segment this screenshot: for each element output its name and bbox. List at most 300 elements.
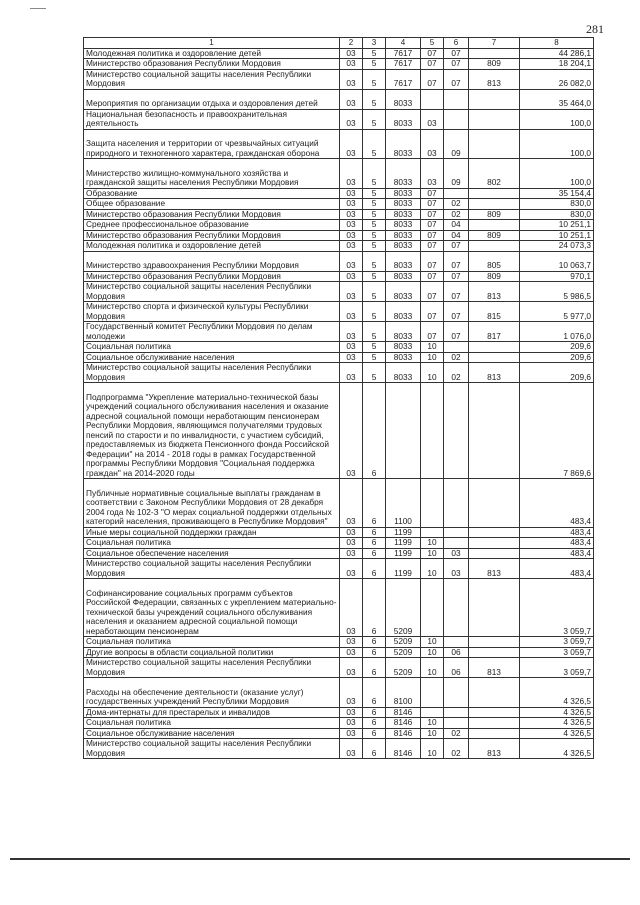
- code-cell: 07: [444, 69, 469, 89]
- code-cell: [469, 129, 520, 159]
- code-cell: [444, 707, 469, 718]
- column-header-row: [84, 38, 594, 49]
- code-cell: 10: [421, 739, 444, 759]
- code-cell: 5: [363, 129, 386, 159]
- code-cell: 04: [444, 230, 469, 241]
- amount-cell: 10 063,7: [520, 251, 594, 271]
- row-name: Среднее профессиональное образование: [84, 220, 340, 231]
- code-cell: [469, 109, 520, 129]
- code-cell: 04: [444, 220, 469, 231]
- row-name: Министерство спорта и физической культуры Республики Мордовия: [84, 302, 340, 322]
- code-cell: 07: [421, 230, 444, 241]
- code-cell: 03: [340, 342, 363, 353]
- code-cell: [469, 637, 520, 648]
- code-cell: 07: [421, 69, 444, 89]
- code-cell: 03: [340, 647, 363, 658]
- code-cell: 07: [444, 251, 469, 271]
- code-cell: 6: [363, 559, 386, 579]
- code-cell: 7617: [386, 59, 421, 70]
- code-cell: 802: [469, 159, 520, 189]
- code-cell: 8100: [386, 678, 421, 708]
- code-cell: 07: [444, 302, 469, 322]
- code-cell: [469, 383, 520, 479]
- row-name: Национальная безопасность и правоохранительная деятельность: [84, 109, 340, 129]
- code-cell: 7617: [386, 69, 421, 89]
- code-cell: 6: [363, 479, 386, 528]
- row-name: Защита населения и территории от чрезвычайных ситуаций природного и техногенного характера, гражданская оборона: [84, 129, 340, 159]
- code-cell: 09: [444, 129, 469, 159]
- row-name: Министерство образования Республики Мордовия: [84, 59, 340, 70]
- code-cell: 03: [340, 363, 363, 383]
- column-header: 8: [520, 38, 594, 49]
- row-name: Дома-интернаты для престарелых и инвалидов: [84, 707, 340, 718]
- code-cell: 5: [363, 342, 386, 353]
- row-name: Мероприятия по организации отдыха и оздоровления детей: [84, 89, 340, 109]
- amount-cell: 35 464,0: [520, 89, 594, 109]
- code-cell: 02: [444, 352, 469, 363]
- row-name: Образование: [84, 188, 340, 199]
- row-name: Молодежная политика и оздоровление детей: [84, 241, 340, 252]
- amount-cell: 483,4: [520, 538, 594, 549]
- code-cell: 03: [340, 579, 363, 637]
- amount-cell: 483,4: [520, 479, 594, 528]
- code-cell: 6: [363, 527, 386, 538]
- code-cell: 813: [469, 363, 520, 383]
- table-row: [84, 129, 594, 159]
- code-cell: 6: [363, 548, 386, 559]
- code-cell: 6: [363, 538, 386, 549]
- table-row: [84, 579, 594, 637]
- code-cell: [469, 220, 520, 231]
- code-cell: [469, 728, 520, 739]
- amount-cell: 44 286,1: [520, 48, 594, 59]
- code-cell: 6: [363, 658, 386, 678]
- table-row: [84, 220, 594, 231]
- row-name: Софинансирование социальных программ субъектов Российской Федерации, связанных с укреплением материально-технической базы учреждений социального обслуживания населения и оказанием адресной социальной помощи неработающим пенсионерам: [84, 579, 340, 637]
- row-name: Социальное обслуживание населения: [84, 352, 340, 363]
- amount-cell: 5 986,5: [520, 282, 594, 302]
- code-cell: 6: [363, 678, 386, 708]
- code-cell: 02: [444, 209, 469, 220]
- code-cell: [444, 479, 469, 528]
- code-cell: 03: [340, 479, 363, 528]
- row-name: Социальная политика: [84, 342, 340, 353]
- code-cell: [421, 707, 444, 718]
- code-cell: 5: [363, 230, 386, 241]
- row-name: Государственный комитет Республики Мордовия по делам молодежи: [84, 322, 340, 342]
- code-cell: 07: [444, 59, 469, 70]
- code-cell: 813: [469, 739, 520, 759]
- code-cell: 1199: [386, 548, 421, 559]
- code-cell: [469, 89, 520, 109]
- code-cell: 07: [421, 302, 444, 322]
- amount-cell: 35 154,4: [520, 188, 594, 199]
- table-row: [84, 678, 594, 708]
- code-cell: 8033: [386, 129, 421, 159]
- code-cell: 1199: [386, 559, 421, 579]
- code-cell: 8146: [386, 707, 421, 718]
- table-row: [84, 383, 594, 479]
- code-cell: 8033: [386, 230, 421, 241]
- code-cell: 813: [469, 658, 520, 678]
- code-cell: 07: [421, 209, 444, 220]
- code-cell: 07: [421, 48, 444, 59]
- code-cell: 8033: [386, 199, 421, 210]
- code-cell: 07: [421, 241, 444, 252]
- code-cell: 5: [363, 69, 386, 89]
- code-cell: 03: [340, 48, 363, 59]
- amount-cell: 10 251,1: [520, 220, 594, 231]
- code-cell: [421, 678, 444, 708]
- amount-cell: 10 251,1: [520, 230, 594, 241]
- code-cell: 07: [421, 282, 444, 302]
- code-cell: 8033: [386, 352, 421, 363]
- code-cell: 5209: [386, 658, 421, 678]
- code-cell: 8033: [386, 271, 421, 282]
- table-row: [84, 302, 594, 322]
- code-cell: 03: [340, 209, 363, 220]
- row-name: Социальная политика: [84, 538, 340, 549]
- amount-cell: 209,6: [520, 342, 594, 353]
- code-cell: 5: [363, 159, 386, 189]
- code-cell: 8033: [386, 342, 421, 353]
- code-cell: 10: [421, 352, 444, 363]
- code-cell: 07: [421, 251, 444, 271]
- row-name: Министерство образования Республики Мордовия: [84, 230, 340, 241]
- code-cell: [469, 718, 520, 729]
- code-cell: 5: [363, 59, 386, 70]
- code-cell: 03: [340, 271, 363, 282]
- code-cell: 03: [340, 383, 363, 479]
- row-name: Министерство образования Республики Мордовия: [84, 209, 340, 220]
- code-cell: 5: [363, 220, 386, 231]
- row-name: Подпрограмма "Укрепление материально-технической базы учреждений социального обслуживания населения и оказание адресной социальной помощи неработающим пенсионерам Республики Мордовия, являющимся получателями трудовых пенсий по старости и по инвалидности, с участием субсидий, предоставляемых из бюджета Пенсионного фонда Российской Федерации" на 2014 - 2018 годы в рамках Государственной программы Республики Мордовия "Социальная поддержка граждан" на 2014-2020 годы: [84, 383, 340, 479]
- code-cell: 07: [421, 59, 444, 70]
- code-cell: 03: [340, 559, 363, 579]
- code-cell: 5209: [386, 647, 421, 658]
- code-cell: 03: [340, 739, 363, 759]
- code-cell: 03: [340, 637, 363, 648]
- code-cell: [421, 89, 444, 109]
- code-cell: 10: [421, 538, 444, 549]
- code-cell: 8033: [386, 282, 421, 302]
- amount-cell: 7 869,6: [520, 383, 594, 479]
- code-cell: [469, 647, 520, 658]
- code-cell: [444, 637, 469, 648]
- code-cell: 07: [421, 271, 444, 282]
- amount-cell: 100,0: [520, 109, 594, 129]
- table-row: [84, 59, 594, 70]
- code-cell: [421, 579, 444, 637]
- code-cell: 07: [444, 48, 469, 59]
- code-cell: 5209: [386, 637, 421, 648]
- code-cell: 8033: [386, 302, 421, 322]
- code-cell: 07: [444, 271, 469, 282]
- code-cell: 5: [363, 363, 386, 383]
- amount-cell: 100,0: [520, 159, 594, 189]
- table-row: [84, 159, 594, 189]
- code-cell: 8033: [386, 109, 421, 129]
- code-cell: 5: [363, 188, 386, 199]
- code-cell: [444, 527, 469, 538]
- code-cell: [469, 199, 520, 210]
- code-cell: 03: [340, 302, 363, 322]
- code-cell: 07: [421, 199, 444, 210]
- code-cell: [469, 188, 520, 199]
- amount-cell: 26 082,0: [520, 69, 594, 89]
- table-row: [84, 251, 594, 271]
- code-cell: 809: [469, 59, 520, 70]
- code-cell: 03: [340, 548, 363, 559]
- column-header: 2: [340, 38, 363, 49]
- code-cell: 03: [340, 352, 363, 363]
- code-cell: 5: [363, 48, 386, 59]
- code-cell: 03: [340, 129, 363, 159]
- table-row: [84, 188, 594, 199]
- code-cell: 8146: [386, 728, 421, 739]
- code-cell: 03: [340, 188, 363, 199]
- column-header: 6: [444, 38, 469, 49]
- code-cell: 10: [421, 363, 444, 383]
- row-name: Общее образование: [84, 199, 340, 210]
- code-cell: 03: [340, 220, 363, 231]
- row-name: Социальная политика: [84, 718, 340, 729]
- code-cell: 5: [363, 282, 386, 302]
- amount-cell: 3 059,7: [520, 579, 594, 637]
- code-cell: 8146: [386, 739, 421, 759]
- page-number: 281: [586, 22, 604, 36]
- code-cell: 03: [444, 548, 469, 559]
- code-cell: 1199: [386, 527, 421, 538]
- table-row: [84, 352, 594, 363]
- code-cell: 03: [340, 230, 363, 241]
- code-cell: 10: [421, 637, 444, 648]
- table-row: [84, 559, 594, 579]
- table-row: [84, 109, 594, 129]
- code-cell: 03: [421, 159, 444, 189]
- code-cell: [386, 383, 421, 479]
- code-cell: 02: [444, 199, 469, 210]
- amount-cell: 3 059,7: [520, 658, 594, 678]
- code-cell: 10: [421, 658, 444, 678]
- column-header: 1: [84, 38, 340, 49]
- column-header: 5: [421, 38, 444, 49]
- code-cell: 03: [340, 69, 363, 89]
- code-cell: 03: [340, 678, 363, 708]
- amount-cell: 1 076,0: [520, 322, 594, 342]
- column-header: 7: [469, 38, 520, 49]
- table-row: [84, 647, 594, 658]
- row-name: Министерство социальной защиты населения Республики Мордовия: [84, 658, 340, 678]
- code-cell: 6: [363, 383, 386, 479]
- code-cell: [444, 383, 469, 479]
- code-cell: 10: [421, 548, 444, 559]
- code-cell: 03: [340, 159, 363, 189]
- code-cell: 5: [363, 352, 386, 363]
- row-name: Социальное обслуживание населения: [84, 728, 340, 739]
- amount-cell: 4 326,5: [520, 678, 594, 708]
- amount-cell: 830,0: [520, 199, 594, 210]
- code-cell: 805: [469, 251, 520, 271]
- code-cell: 02: [444, 728, 469, 739]
- code-cell: 10: [421, 559, 444, 579]
- table-row: [84, 241, 594, 252]
- amount-cell: 100,0: [520, 129, 594, 159]
- budget-table: [83, 37, 594, 759]
- code-cell: 6: [363, 637, 386, 648]
- amount-cell: 209,6: [520, 352, 594, 363]
- code-cell: [444, 579, 469, 637]
- code-cell: 02: [444, 363, 469, 383]
- code-cell: 813: [469, 282, 520, 302]
- row-name: Министерство социальной защиты населения Республики Мордовия: [84, 739, 340, 759]
- table-row: [84, 342, 594, 353]
- code-cell: 5: [363, 241, 386, 252]
- code-cell: 809: [469, 230, 520, 241]
- row-name: Социальное обеспечение населения: [84, 548, 340, 559]
- table-row: [84, 363, 594, 383]
- code-cell: 03: [340, 241, 363, 252]
- table-row: [84, 230, 594, 241]
- amount-cell: 483,4: [520, 559, 594, 579]
- code-cell: 03: [444, 559, 469, 579]
- amount-cell: 830,0: [520, 209, 594, 220]
- row-name: Другие вопросы в области социальной политики: [84, 647, 340, 658]
- code-cell: 10: [421, 718, 444, 729]
- code-cell: [469, 48, 520, 59]
- code-cell: 03: [340, 718, 363, 729]
- code-cell: 6: [363, 728, 386, 739]
- table-row: [84, 322, 594, 342]
- code-cell: 07: [444, 282, 469, 302]
- code-cell: 5209: [386, 579, 421, 637]
- table-row: [84, 718, 594, 729]
- code-cell: 1100: [386, 479, 421, 528]
- code-cell: [421, 479, 444, 528]
- table-row: [84, 271, 594, 282]
- row-name: Публичные нормативные социальные выплаты гражданам в соответствии с Законом Республики Мордовия от 28 декабря 2004 года № 102-З "О мерах социальной поддержки отдельных категорий населения, проживающего в Республике Мордовия": [84, 479, 340, 528]
- table-row: [84, 739, 594, 759]
- code-cell: 03: [340, 538, 363, 549]
- table-row: [84, 89, 594, 109]
- code-cell: 8033: [386, 363, 421, 383]
- table-row: [84, 637, 594, 648]
- code-cell: 03: [421, 109, 444, 129]
- code-cell: [444, 718, 469, 729]
- code-cell: 07: [444, 322, 469, 342]
- code-cell: 03: [340, 59, 363, 70]
- amount-cell: 4 326,5: [520, 739, 594, 759]
- amount-cell: 3 059,7: [520, 647, 594, 658]
- code-cell: 5: [363, 251, 386, 271]
- code-cell: 03: [421, 129, 444, 159]
- code-cell: 8033: [386, 209, 421, 220]
- code-cell: 07: [444, 241, 469, 252]
- code-cell: 6: [363, 647, 386, 658]
- code-cell: 03: [340, 728, 363, 739]
- code-cell: [444, 538, 469, 549]
- amount-cell: 24 073,3: [520, 241, 594, 252]
- code-cell: [469, 479, 520, 528]
- table-row: [84, 479, 594, 528]
- code-cell: 5: [363, 199, 386, 210]
- code-cell: [469, 527, 520, 538]
- code-cell: 809: [469, 209, 520, 220]
- code-cell: 8033: [386, 322, 421, 342]
- code-cell: 6: [363, 707, 386, 718]
- code-cell: 8033: [386, 241, 421, 252]
- code-cell: 03: [340, 251, 363, 271]
- column-header: 4: [386, 38, 421, 49]
- code-cell: [469, 342, 520, 353]
- code-cell: 6: [363, 579, 386, 637]
- code-cell: 5: [363, 209, 386, 220]
- table-row: [84, 69, 594, 89]
- code-cell: 8033: [386, 159, 421, 189]
- amount-cell: 483,4: [520, 527, 594, 538]
- code-cell: 10: [421, 342, 444, 353]
- code-cell: 03: [340, 707, 363, 718]
- table-row: [84, 538, 594, 549]
- row-name: Расходы на обеспечение деятельности (оказание услуг) государственных учреждений Республики Мордовия: [84, 678, 340, 708]
- code-cell: 8033: [386, 188, 421, 199]
- code-cell: 813: [469, 69, 520, 89]
- code-cell: 5: [363, 271, 386, 282]
- code-cell: 03: [340, 89, 363, 109]
- code-cell: 09: [444, 159, 469, 189]
- code-cell: 03: [340, 322, 363, 342]
- amount-cell: 3 059,7: [520, 637, 594, 648]
- code-cell: [469, 678, 520, 708]
- code-cell: [444, 188, 469, 199]
- code-cell: [469, 352, 520, 363]
- code-cell: [444, 678, 469, 708]
- code-cell: 07: [421, 322, 444, 342]
- code-cell: 10: [421, 647, 444, 658]
- code-cell: [444, 89, 469, 109]
- code-cell: 6: [363, 718, 386, 729]
- code-cell: [421, 527, 444, 538]
- amount-cell: 209,6: [520, 363, 594, 383]
- row-name: Министерство социальной защиты населения Республики Мордовия: [84, 363, 340, 383]
- scan-edge-line: [10, 858, 630, 860]
- code-cell: 03: [340, 109, 363, 129]
- code-cell: [421, 383, 444, 479]
- row-name: Министерство социальной защиты населения Республики Мордовия: [84, 69, 340, 89]
- table-row: [84, 658, 594, 678]
- code-cell: [444, 342, 469, 353]
- table-row: [84, 199, 594, 210]
- code-cell: 06: [444, 658, 469, 678]
- code-cell: 1199: [386, 538, 421, 549]
- code-cell: 813: [469, 559, 520, 579]
- code-cell: 8146: [386, 718, 421, 729]
- code-cell: [444, 109, 469, 129]
- code-cell: 5: [363, 302, 386, 322]
- amount-cell: 4 326,5: [520, 718, 594, 729]
- code-cell: 5: [363, 322, 386, 342]
- code-cell: 8033: [386, 220, 421, 231]
- row-name: Социальная политика: [84, 637, 340, 648]
- row-name: Министерство здравоохранения Республики Мордовия: [84, 251, 340, 271]
- code-cell: 03: [340, 658, 363, 678]
- row-name: Министерство образования Республики Мордовия: [84, 271, 340, 282]
- row-name: Иные меры социальной поддержки граждан: [84, 527, 340, 538]
- code-cell: 8033: [386, 89, 421, 109]
- code-cell: 7617: [386, 48, 421, 59]
- code-cell: 809: [469, 271, 520, 282]
- table-row: [84, 527, 594, 538]
